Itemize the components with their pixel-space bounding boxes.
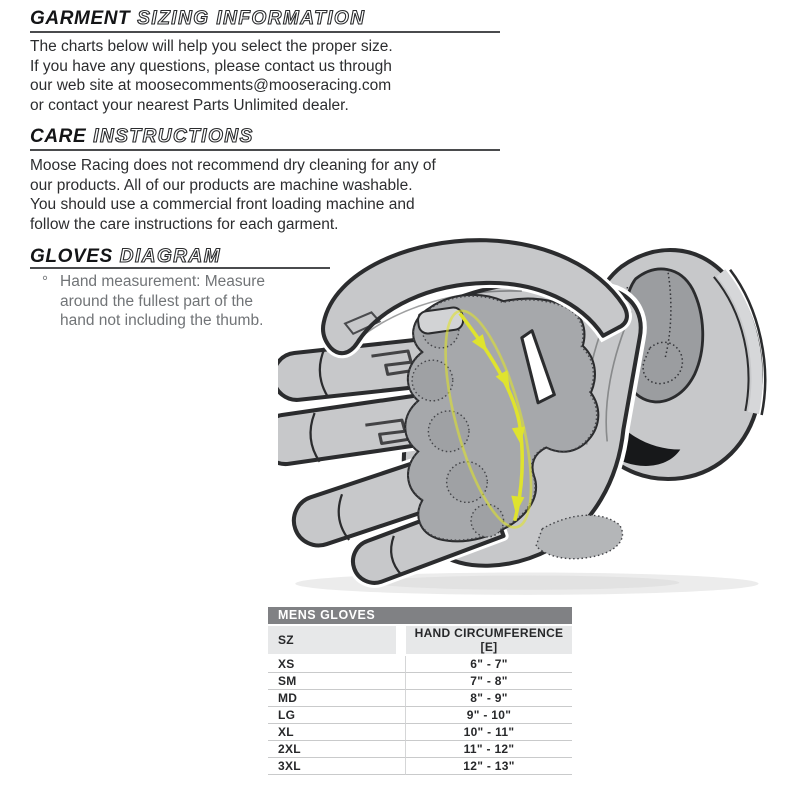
size-cell: 2XL: [268, 741, 406, 758]
size-cell: SM: [268, 673, 406, 690]
heading-word-gloves: GLOVES: [30, 246, 113, 267]
care-instructions-paragraph: [30, 156, 436, 234]
hand-measurement-bullet: [30, 272, 265, 331]
size-cell: XS: [268, 656, 406, 673]
table-row: [268, 673, 572, 690]
table-row: [268, 656, 572, 673]
glove-diagram-svg: [278, 226, 786, 602]
garment-sizing-paragraph: [30, 37, 393, 115]
heading-word-instructions: INSTRUCTIONS: [93, 126, 254, 147]
heading-word-diagram: DIAGRAM: [119, 246, 222, 267]
circumference-cell: 6" - 7": [406, 656, 572, 673]
garment-sizing-heading: [30, 8, 366, 30]
paragraph-line: follow the care instructions for each garment.: [30, 215, 339, 233]
heading-word-garment: GARMENT: [30, 8, 131, 29]
table-row: [268, 724, 572, 741]
column-header-size: SZ: [268, 626, 406, 656]
paragraph-line: If you have any questions, please contact us through: [30, 57, 392, 75]
paragraph-line: or contact your nearest Parts Unlimited dealer.: [30, 96, 349, 114]
size-cell: XL: [268, 724, 406, 741]
circumference-cell: 10" - 11": [406, 724, 572, 741]
bullet-icon: °: [42, 273, 48, 290]
size-cell: LG: [268, 707, 406, 724]
table-header-row: [268, 626, 572, 656]
paragraph-line: Moose Racing does not recommend dry cleaning for any of: [30, 157, 436, 174]
circumference-cell: 8" - 9": [406, 690, 572, 707]
paragraph-line: You should use a commercial front loading machine and: [30, 196, 415, 213]
paragraph-line: our products. All of our products are machine washable.: [30, 176, 413, 194]
circumference-cell: 12" - 13": [406, 758, 572, 775]
circumference-cell: 9" - 10": [406, 707, 572, 724]
column-header-circumference: HAND CIRCUMFERENCE [E]: [406, 626, 572, 656]
mens-gloves-table: [268, 607, 572, 775]
table-row: [268, 741, 572, 758]
size-cell: 3XL: [268, 758, 406, 775]
bullet-line: around the fullest part of the: [60, 292, 254, 310]
bullet-text: [60, 272, 265, 331]
table-row: [268, 707, 572, 724]
heading-rule: [30, 31, 500, 33]
size-cell: MD: [268, 690, 406, 707]
table-title: MENS GLOVES: [268, 607, 572, 624]
heading-word-care: CARE: [30, 126, 87, 147]
paragraph-line: our web site at moosecomments@mooseracing.com: [30, 77, 392, 94]
gloves-diagram-heading: [30, 246, 221, 268]
circumference-cell: 7" - 8": [406, 673, 572, 690]
circumference-cell: 11" - 12": [406, 741, 572, 758]
table-row: [268, 690, 572, 707]
bullet-line: hand not including the thumb.: [60, 312, 264, 329]
paragraph-line: The charts below will help you select the proper size.: [30, 38, 393, 55]
glove-illustration: [278, 226, 786, 602]
table-row: [268, 758, 572, 775]
care-instructions-heading: [30, 126, 254, 148]
heading-word-sizing-information: SIZING INFORMATION: [137, 8, 366, 29]
bullet-line: Hand measurement: Measure: [60, 273, 266, 290]
heading-rule: [30, 149, 500, 151]
